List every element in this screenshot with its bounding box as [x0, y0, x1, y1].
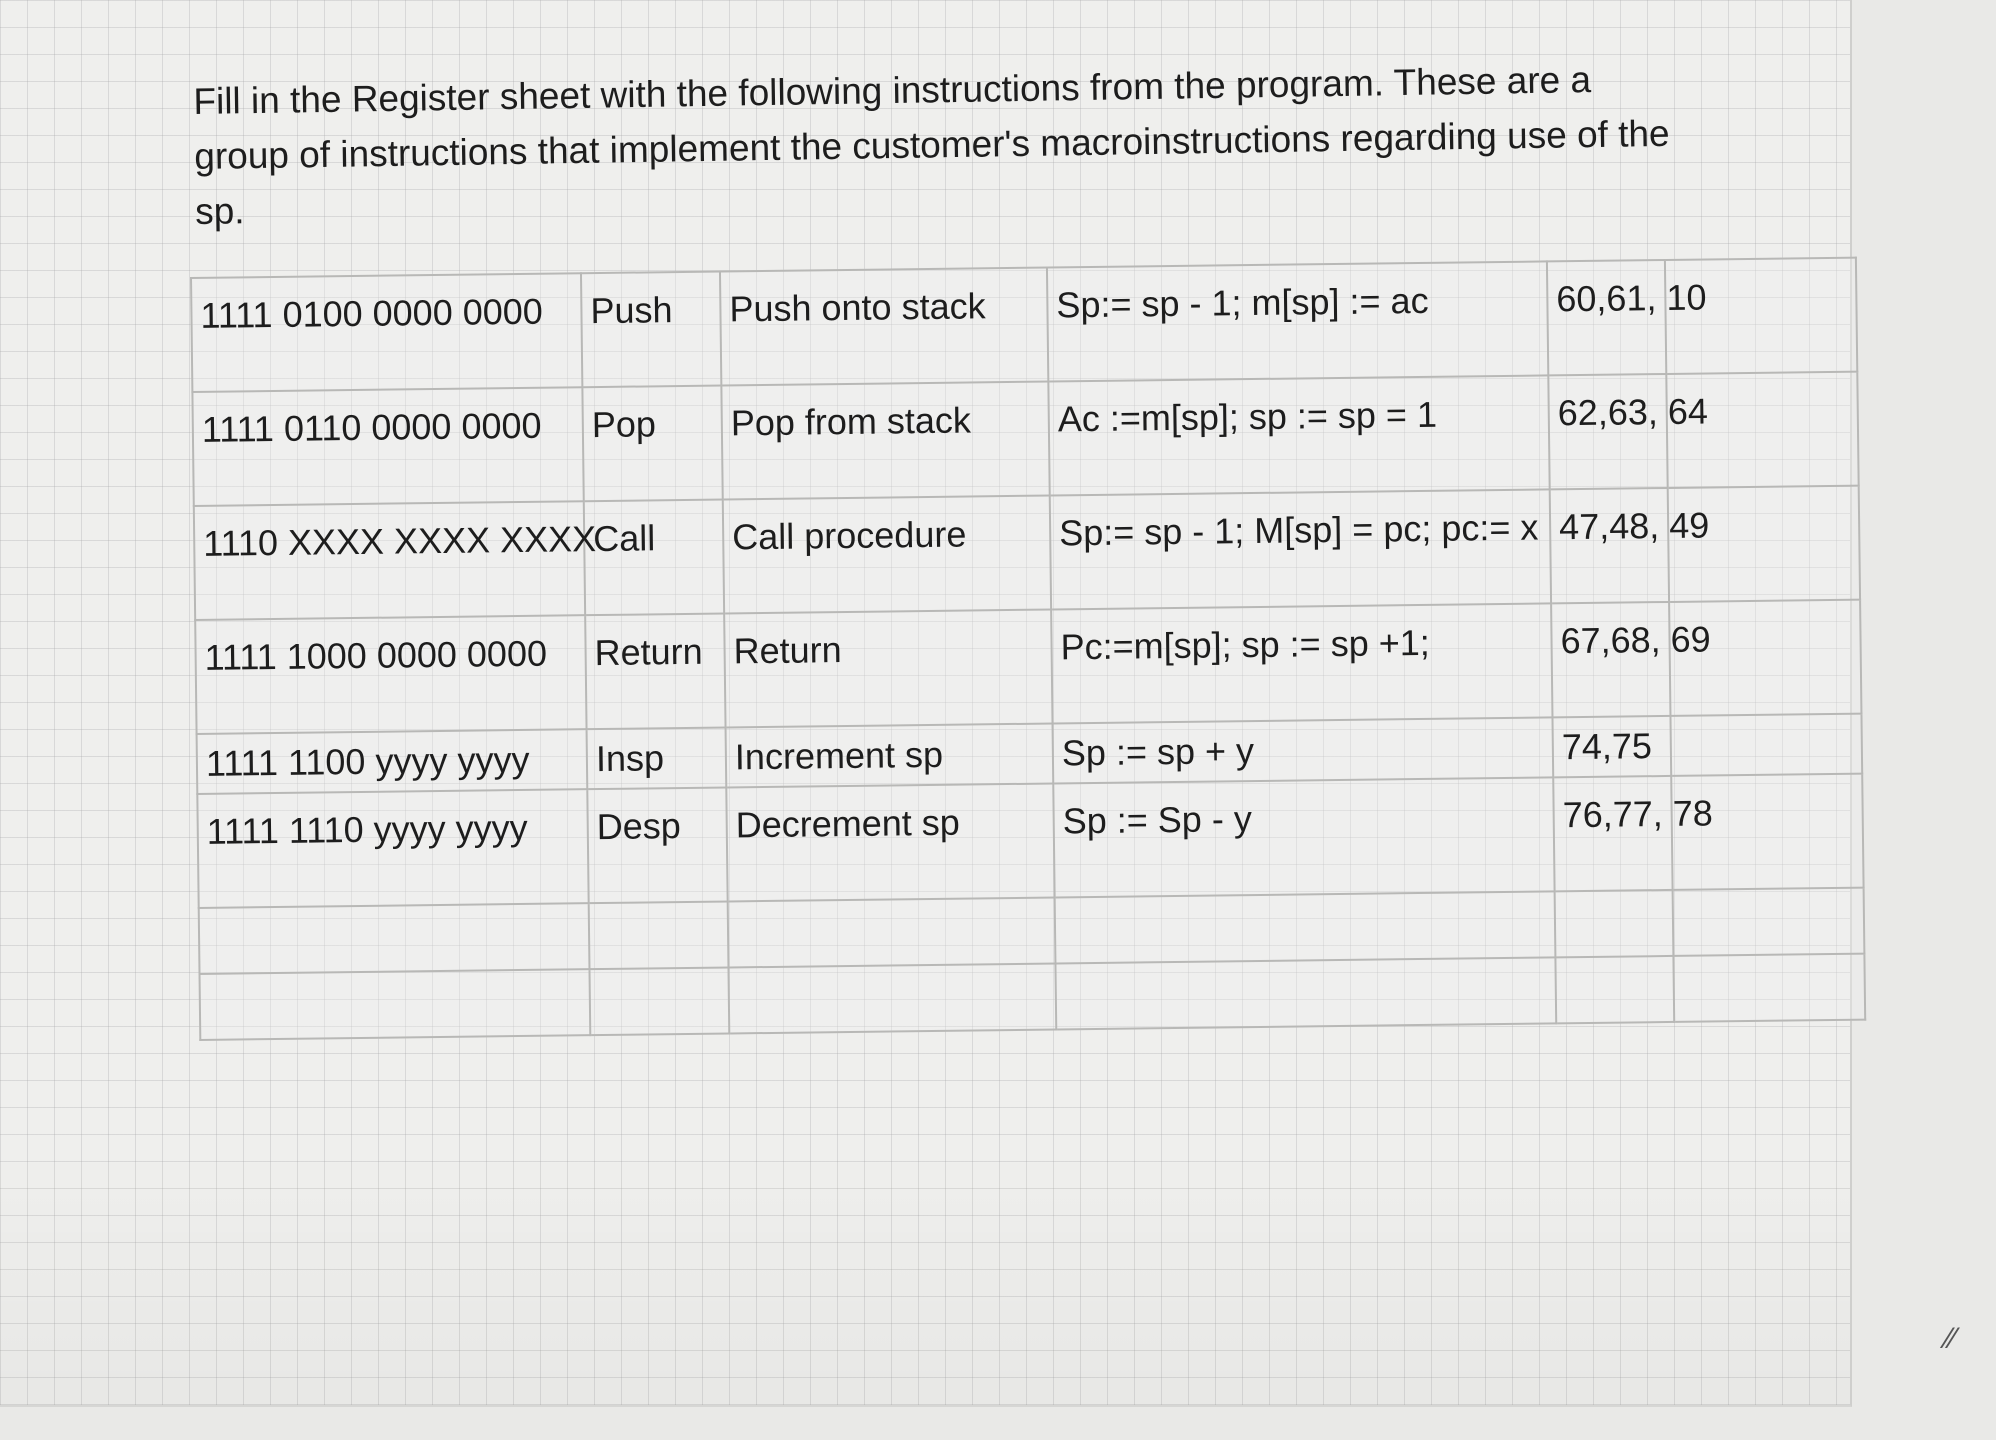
microstep-cell: 62,63, 64: [1548, 374, 1667, 489]
description-cell: Push onto stack: [720, 268, 1048, 386]
description-cell: Pop from stack: [721, 382, 1049, 500]
resize-handle-icon: ⁄⁄: [1946, 1322, 1957, 1355]
binary-cell: 1111 1000 0000 0000: [195, 615, 586, 734]
empty-cell: [589, 967, 729, 1035]
empty-cell: [200, 969, 591, 1040]
description-cell: Decrement sp: [726, 783, 1054, 901]
mnemonic-cell: Call: [584, 500, 724, 616]
empty-cell: [1673, 954, 1865, 1022]
description-cell: Call procedure: [723, 496, 1051, 614]
table-row: [197, 774, 1863, 908]
operation-cell: Ac :=m[sp]; sp := sp = 1: [1048, 375, 1549, 495]
description-cell: Return: [724, 610, 1052, 728]
empty-cell: [728, 963, 1056, 1033]
mnemonic-cell: Desp: [587, 787, 727, 903]
operation-cell: Sp := Sp - y: [1053, 777, 1554, 897]
table-row: [192, 372, 1858, 506]
empty-cell: [1670, 714, 1862, 776]
operation-cell: Pc:=m[sp]; sp := sp +1;: [1051, 603, 1552, 723]
microstep-cell: 67,68, 69: [1551, 602, 1670, 717]
binary-cell: 1110 XXXX XXXX XXXX: [194, 501, 585, 620]
operation-cell: Sp:= sp - 1; m[sp] := ac: [1047, 261, 1548, 381]
mnemonic-cell: Pop: [582, 386, 722, 502]
binary-cell: 1111 1100 yyyy yyyy: [197, 729, 588, 794]
binary-cell: 1111 0110 0000 0000: [192, 387, 583, 506]
table-row: [194, 486, 1860, 620]
instruction-table-container: [190, 257, 1866, 1041]
page-shadow: [0, 1145, 1850, 1405]
microstep-cell: 76,77, 78: [1553, 776, 1672, 891]
instruction-table: [190, 257, 1866, 1041]
table-row: [191, 258, 1857, 392]
empty-cell: [589, 901, 729, 969]
mnemonic-cell: Return: [585, 613, 725, 729]
empty-cell: [1555, 956, 1674, 1023]
table-row: [195, 600, 1861, 734]
operation-cell: Sp := sp + y: [1053, 717, 1554, 783]
operation-cell: Sp:= sp - 1; M[sp] = pc; pc:= x: [1050, 489, 1551, 609]
binary-cell: 1111 1110 yyyy yyyy: [197, 789, 588, 908]
empty-cell: [1673, 888, 1865, 956]
mnemonic-cell: Insp: [587, 727, 727, 789]
instructions-paragraph: Fill in the Register sheet with the following instructions from the program. These are a group of instructions that implement the customer's macroinstructions regarding use of the sp.: [193, 59, 1670, 232]
empty-cell: [199, 903, 590, 974]
empty-cell: [1555, 890, 1674, 957]
empty-cell: [728, 897, 1056, 967]
microstep-cell: 47,48, 49: [1550, 488, 1669, 603]
empty-cell: [1055, 957, 1556, 1029]
microstep-cell: 60,61, 10: [1547, 260, 1666, 375]
empty-cell: [1055, 891, 1556, 963]
microstep-cell: 74,75: [1552, 716, 1671, 777]
mnemonic-cell: Push: [581, 272, 721, 388]
binary-cell: 1111 0100 0000 0000: [191, 273, 582, 392]
description-cell: Increment sp: [726, 723, 1054, 787]
